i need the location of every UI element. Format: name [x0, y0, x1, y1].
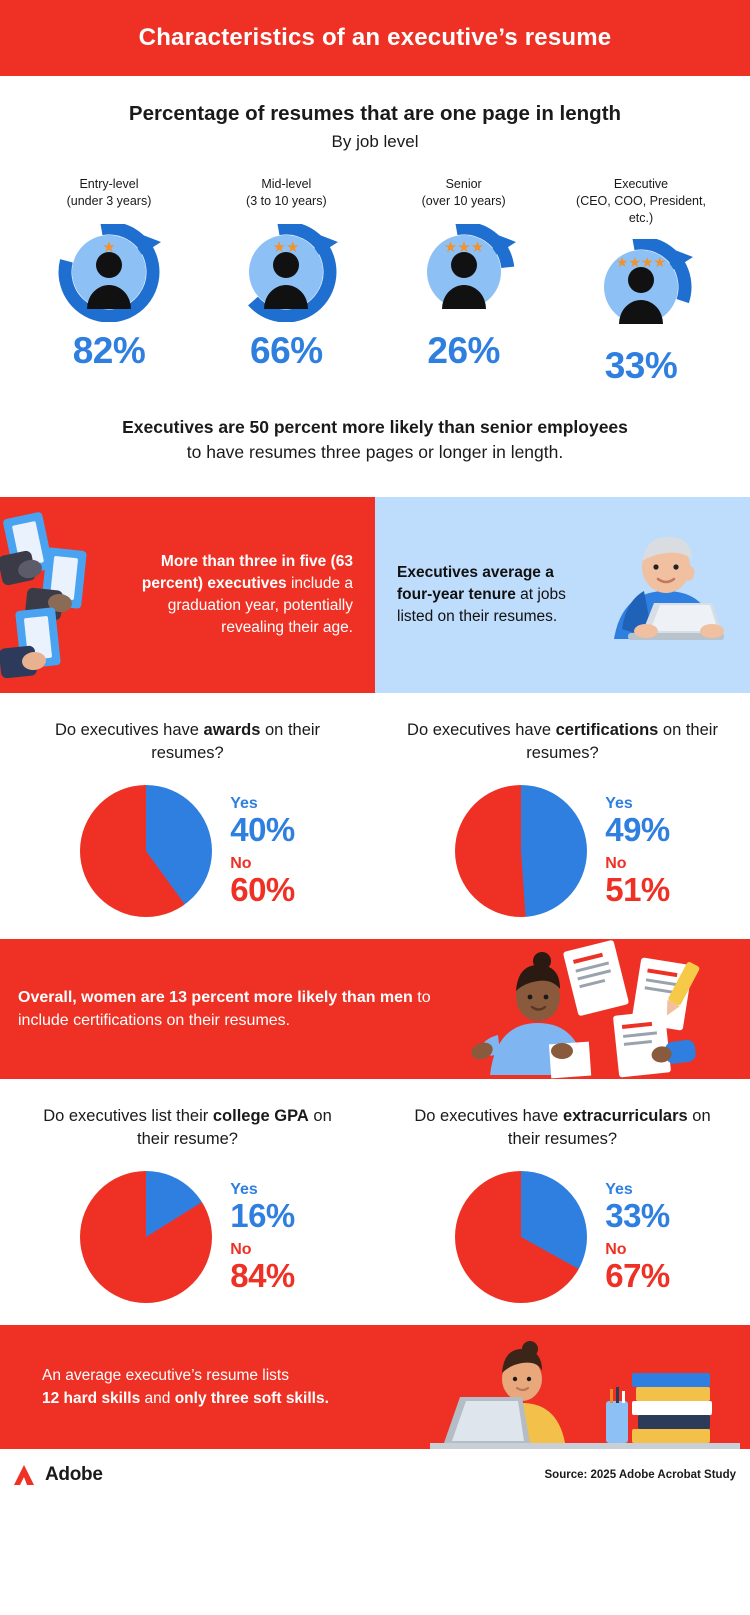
pie-row-gpa-extracurriculars — [0, 1079, 750, 1325]
pie-question: Do executives have certifications on their resumes? — [407, 721, 718, 762]
executive-at-laptop-illustration — [584, 521, 744, 671]
pie-row-awards-certifications — [0, 693, 750, 939]
pie-question: Do executives have extracurriculars on their resumes? — [414, 1107, 711, 1148]
job-level-donut — [34, 224, 184, 322]
legend-no-label: No — [230, 855, 252, 873]
footer-bar — [0, 1449, 750, 1501]
svg-text:★: ★ — [102, 239, 116, 256]
job-level-chart — [0, 152, 750, 387]
pie-question: Do executives list their college GPA on their resume? — [43, 1107, 332, 1148]
job-level-value: 33% — [604, 344, 678, 386]
source-note: Source: 2025 Adobe Acrobat Study — [544, 1469, 736, 1482]
pie-card-awards — [0, 719, 375, 917]
svg-text:★★: ★★ — [272, 239, 300, 256]
legend-no-value: 67% — [605, 1257, 670, 1295]
job-level-label: Executive (CEO, COO, President, etc.) — [576, 177, 706, 225]
pie-legend — [230, 795, 295, 908]
job-level-item — [34, 176, 184, 387]
adobe-a-icon — [14, 1463, 40, 1487]
section-subtitle: By job level — [331, 132, 419, 151]
women-rest: to include certifications on their resumes. — [18, 989, 431, 1030]
legend-yes-label: Yes — [605, 1180, 633, 1198]
legend-yes-value: 40% — [230, 810, 295, 848]
legend-no-label: No — [605, 1241, 627, 1259]
callout-rest-line: to have resumes three pages or longer in length. — [186, 442, 564, 462]
graduation-year-text — [118, 551, 353, 639]
hands-holding-resumes-illustration — [0, 497, 120, 693]
tenure-rest: at jobs listed on their resumes. — [397, 586, 566, 626]
women-certifications-band — [0, 939, 750, 1079]
page-title: Characteristics of an executive’s resume — [138, 24, 612, 51]
pie-legend — [230, 1181, 295, 1294]
job-level-donut — [389, 224, 539, 322]
graduation-year-bold: More than three in five (63 percent) executives — [141, 553, 353, 593]
job-level-value: 26% — [427, 330, 500, 371]
women-certifications-text — [18, 986, 458, 1032]
legend-yes-label: Yes — [230, 794, 258, 812]
job-level-donut — [211, 224, 361, 322]
legend-yes-label: Yes — [605, 794, 633, 812]
skills-bold-soft: only three soft skills. — [174, 1390, 329, 1408]
job-level-value: 66% — [250, 330, 323, 371]
job-level-label: Senior (over 10 years) — [421, 177, 506, 208]
job-level-value: 82% — [72, 330, 146, 371]
pie-chart-awards — [80, 785, 212, 917]
job-level-item — [566, 176, 716, 387]
pie-chart-extracurriculars — [455, 1171, 587, 1303]
tenure-text — [397, 562, 587, 628]
split-band — [0, 497, 750, 693]
graduation-year-rest: include a graduation year, potentially revealing their age. — [167, 575, 353, 637]
skills-pre: An average executive’s resume lists — [42, 1367, 289, 1385]
legend-no-value: 51% — [605, 871, 670, 909]
executives-callout — [0, 387, 750, 492]
tenure-bold: Executives average a four-year tenure — [397, 564, 554, 604]
legend-yes-label: Yes — [230, 1180, 258, 1198]
pie-card-extracurriculars — [375, 1105, 750, 1303]
skills-text — [42, 1364, 372, 1411]
header-banner — [0, 0, 750, 76]
pie-chart-gpa — [80, 1171, 212, 1303]
women-bold: Overall, women are 13 percent more likely than men — [18, 989, 413, 1007]
legend-no-value: 84% — [230, 1257, 295, 1295]
woman-with-documents-illustration — [450, 939, 750, 1079]
skills-mid: and — [140, 1390, 175, 1408]
pie-chart-certifications — [455, 785, 587, 917]
legend-yes-value: 49% — [605, 810, 670, 848]
job-level-label: Mid-level (3 to 10 years) — [246, 177, 327, 208]
legend-no-label: No — [605, 855, 627, 873]
legend-yes-value: 16% — [230, 1196, 295, 1234]
pie-card-certifications — [375, 719, 750, 917]
one-page-section — [0, 76, 750, 497]
legend-no-value: 60% — [230, 871, 295, 909]
skills-bold-hard: 12 hard skills — [42, 1390, 141, 1408]
legend-no-label: No — [230, 1241, 252, 1259]
woman-studying-illustration — [420, 1325, 750, 1449]
section-title: Percentage of resumes that are one page in length — [128, 102, 622, 125]
adobe-wordmark: Adobe — [45, 1464, 103, 1486]
legend-yes-value: 33% — [605, 1196, 670, 1234]
pie-legend — [605, 795, 670, 908]
pie-card-gpa — [0, 1105, 375, 1303]
tenure-panel — [375, 497, 750, 693]
svg-text:★★★: ★★★ — [443, 239, 484, 256]
callout-bold-line: Executives are 50 percent more likely than senior employees — [122, 416, 628, 437]
skills-band — [0, 1325, 750, 1449]
job-level-donut — [566, 239, 716, 337]
adobe-logo — [14, 1463, 103, 1487]
pie-question: Do executives have awards on their resumes? — [54, 721, 321, 762]
job-level-item — [389, 176, 539, 387]
svg-text:★★★★: ★★★★ — [615, 253, 667, 270]
graduation-year-panel — [0, 497, 375, 693]
pie-legend — [605, 1181, 670, 1294]
job-level-label: Entry-level (under 3 years) — [66, 177, 152, 208]
job-level-item — [211, 176, 361, 387]
